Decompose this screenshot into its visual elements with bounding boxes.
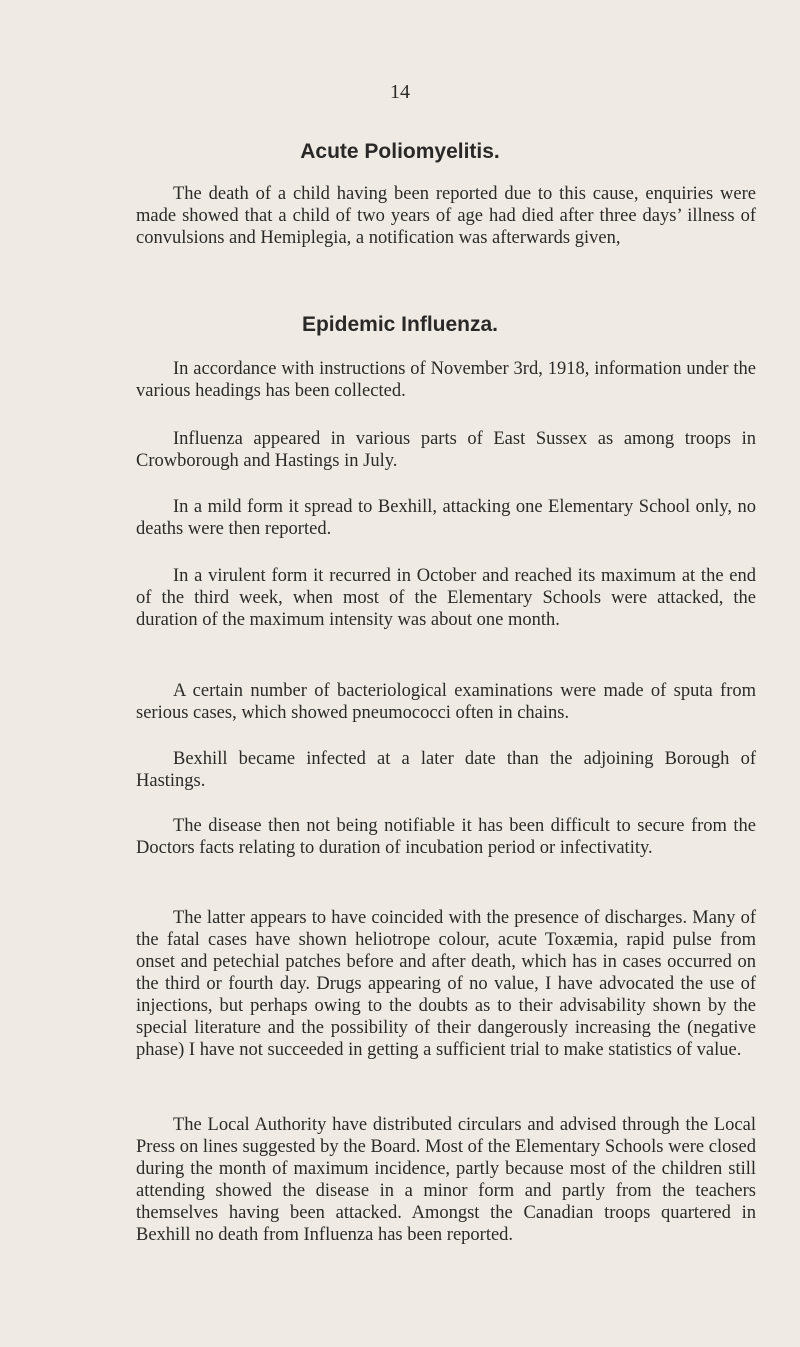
paragraph-local-authority: The Local Authority have distributed circulars and advised through the Local Press on lines suggested by the Board. Most of the Elementary Schools were closed during the month of maximum incidence, partly because most of the children still attending showed the disease in a minor form and partly from the teachers themselves having been attacked. Amongst the Canadian troops quartered in Bexhill no death from Influenza has been reported. [136, 1115, 756, 1245]
heading-epidemic-influenza: Epidemic Influenza. [301, 313, 499, 336]
heading-acute-poliomyelitis: Acute Poliomyelitis. [300, 140, 500, 163]
paragraph-mild-form: In a mild form it spread to Bexhill, attacking one Elementary School only, no deaths were then reported. [136, 497, 756, 539]
paragraph-poliomyelitis-notification: The death of a child having been reported due to this cause, enquiries were made showed that a child of two years of age had died after three days’ illness of convulsions and Hemiplegia, a notification was afterwards given, [136, 184, 756, 248]
paragraph-bexhill-infected: Bexhill became infected at a later date than the adjoining Borough of Hastings. [136, 749, 756, 791]
page-number: 14 [390, 81, 410, 103]
paragraph-instructions: In accordance with instructions of November 3rd, 1918, information under the various headings has been collected. [136, 359, 756, 401]
paragraph-discharges-fatal-cases: The latter appears to have coincided with the presence of discharges. Many of the fatal cases have shown heliotrope colour, acute Toxæmia, rapid pulse from onset and petechial patches before and after death, which has in cases occurred on the third or fourth day. Drugs appearing of no value, I have advocated the use of injections, but perhaps owing to the doubts as to their advisability shown by the special literature and the possibility of their dangerously increasing the (negative phase) I have not succeeded in getting a sufficient trial to make statistics of value. [136, 908, 756, 1060]
paragraph-not-notifiable: The disease then not being notifiable it has been difficult to secure from the Doctors facts relating to duration of incubation period or infectivatity. [136, 816, 756, 858]
paragraph-bacteriological-examinations: A certain number of bacteriological examinations were made of sputa from serious cases, which showed pneumococci often in chains. [136, 681, 756, 723]
paragraph-virulent-form: In a virulent form it recurred in October and reached its maximum at the end of the third week, when most of the Elementary Schools were attacked, the duration of the maximum intensity was about one month. [136, 566, 756, 630]
paragraph-influenza-appeared: Influenza appeared in various parts of East Sussex as among troops in Crowborough and Hastings in July. [136, 429, 756, 471]
